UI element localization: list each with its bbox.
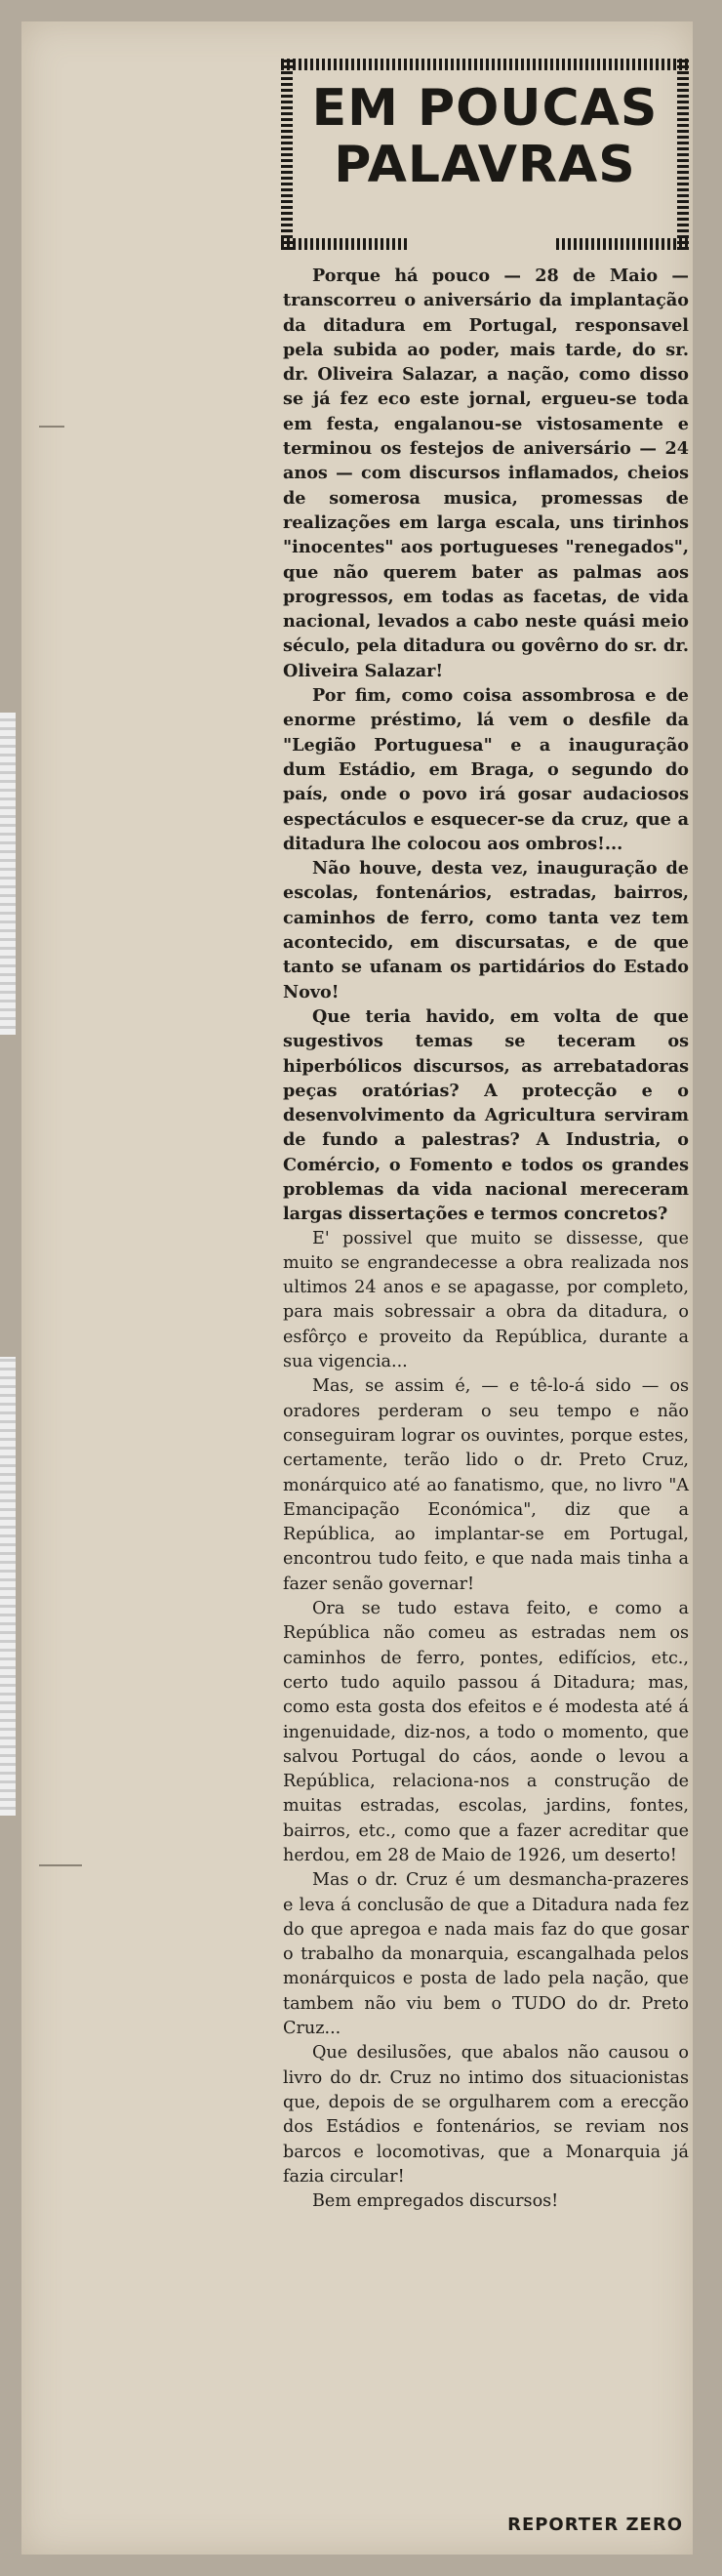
article-paragraph: Bem empregados discursos! xyxy=(312,2191,559,2212)
paper-mark xyxy=(39,1864,82,1866)
paper-mark xyxy=(39,426,64,428)
article-paragraph: Mas, se assim é, — e tê-lo-á sido — os oradores perderam o seu tempo e não conseguiram lograr os ouvintes, porque estes, certamente, terão lido o dr. Preto Cruz, monárquico até ao fanatismo, que, no livro "A Emancipação Económica", diz que a República, ao implantar-se em Portugal, encontrou tudo feito, e que nada mais tinha a fazer senão governar! xyxy=(283,1376,689,1594)
article-paragraph: Mas o dr. Cruz é um desmancha-prazeres e leva á conclusão de que a Ditadura nada fez do que apregoa e nada mais faz do que gosar o trabalho da monarquia, escangalhada pelos monárquicos e posta de lado pela nação, que tambem não viu bem o TUDO do dr. Preto Cruz... xyxy=(283,1870,689,2039)
article-body xyxy=(283,264,689,2214)
article-paragraph: Que teria havido, em volta de que sugestivos temas se teceram os hiperbólicos discursos, as arrebatadoras peças oratórias? A protecção e o desenvolvimento da Agricultura serviram de fundo a palestras? A Industria, o Comércio, o Fomento e todos os grandes problemas da vida nacional mereceram largas dissertações e termos concretos? xyxy=(283,1005,689,1225)
article-paragraph: Não houve, desta vez, inauguração de escolas, fontenários, estradas, bairros, caminhos de ferro, como tanta vez tem acontecido, em discursatas, e de que tanto se ufanam os partidários do Estado Novo! xyxy=(283,858,689,1002)
article-paragraph: Ora se tudo estava feito, e como a República não comeu as estradas nem os caminhos de ferro, pontes, edifícios, etc., certo tudo aquilo passou á Ditadura; mas, como esta gosta dos efeitos e é modesta até á ingenuidade, diz-nos, a todo o momento, que salvou Portugal do cáos, aonde o levou a República, relaciona-nos a construção de muitas estradas, escolas, jardins, fontes, bairros, etc., como que a fazer acreditar que herdou, em 28 de Maio de 1926, um deserto! xyxy=(283,1599,689,1865)
byline: REPORTER ZERO xyxy=(507,2515,683,2535)
article-paragraph: Por fim, como coisa assombrosa e de enorme préstimo, lá vem o desfile da "Legião Portuguesa" e a inauguração dum Estádio, em Braga, o segundo do país, onde o povo irá gosar audaciosos espectáculos e esquecer-se da cruz, que a ditadura lhe colocou aos ombros!... xyxy=(283,685,689,854)
article-paragraph: Que desilusões, que abalos não causou o livro do dr. Cruz no intimo dos situacionistas que, depois de se orgulharem com a erecção dos Estádios e fontenários, se reviam nos barcos e locomotivas, que a Monarquia já fazia circular! xyxy=(283,2043,689,2187)
headline-line-1: EM POUCAS xyxy=(311,79,659,138)
headline-line-2: PALAVRAS xyxy=(334,136,636,194)
article-paragraph: Porque há pouco — 28 de Maio — transcorreu o aniversário da implantação da ditadura em Portugal, responsavel pela subida ao poder, mais tarde, do sr. dr. Oliveira Salazar, a nação, como disso se já fez eco este jornal, ergueu-se toda em festa, engalanou-se vistosamente e terminou os festejos de aniversário — 24 anos — com discursos inflamados, cheios de somerosa musica, promessas de realizações em larga escala, uns tirinhos "inocentes" aos portugueses "renegados", que não querem bater as palmas aos progressos, em todas as facetas, de vida nacional, levados a cabo neste quási meio século, pela ditadura ou govêrno do sr. dr. Oliveira Salazar! xyxy=(283,266,689,681)
article-paragraph: E' possivel que muito se dissesse, que muito se engrandecesse a obra realizada nos ultimos 24 anos e se apagasse, por completo, para mais sobressair a obra da ditadura, o esfôrço e proveito da República, durante a sua vigencia... xyxy=(283,1228,689,1372)
headline xyxy=(301,80,669,193)
headline-frame xyxy=(281,59,689,250)
